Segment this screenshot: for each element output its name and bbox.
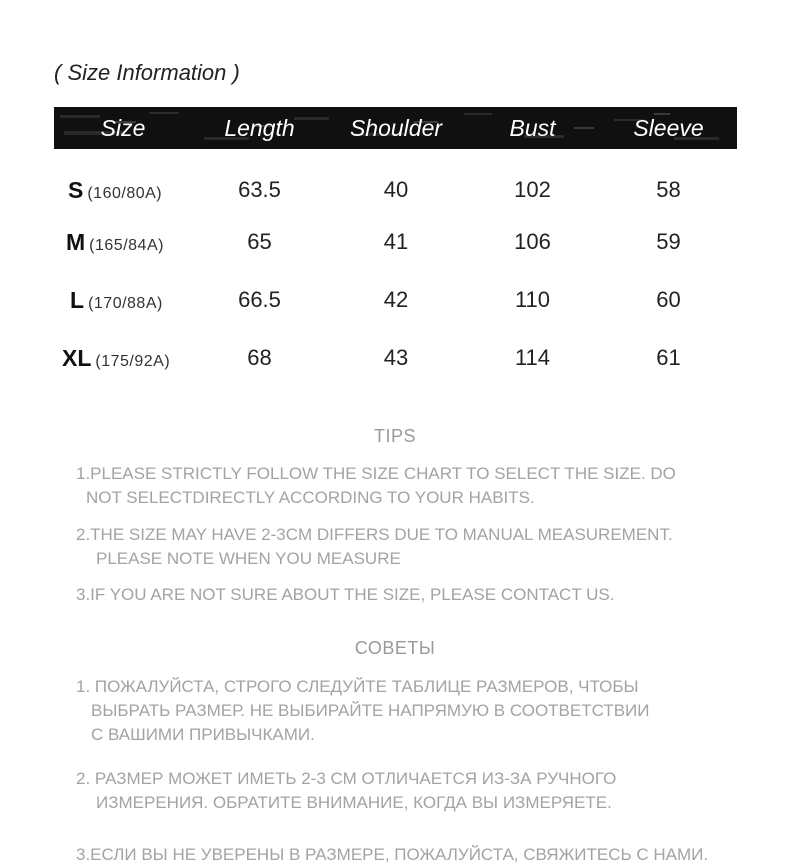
shoulder-value: 43 bbox=[383, 345, 409, 370]
header-sleeve: Sleeve bbox=[633, 115, 704, 141]
tip-en-1-line1: 1.PLEASE STRICTLY FOLLOW THE SIZE CHART TO SELECT THE SIZE. DO bbox=[76, 464, 676, 483]
sleeve-value: 60 bbox=[656, 287, 681, 312]
size-info-title: ( Size Information ) bbox=[54, 60, 240, 85]
bust-value: 110 bbox=[514, 287, 551, 312]
tip-en-2-line2: PLEASE NOTE WHEN YOU MEASURE bbox=[96, 549, 401, 568]
size-cell bbox=[70, 283, 210, 317]
size-code: (165/84A) bbox=[89, 237, 164, 254]
header-bust: Bust bbox=[509, 115, 556, 141]
tip-ru-2-line2: ИЗМЕРЕНИЯ. ОБРАТИТЕ ВНИМАНИЕ, КОГДА ВЫ ИЗМЕРЯЕТЕ. bbox=[96, 793, 612, 812]
tip-ru-1-line3: С ВАШИМИ ПРИВЫЧКАМИ. bbox=[91, 725, 315, 744]
length-value: 66.5 bbox=[238, 287, 281, 312]
size-cell bbox=[68, 173, 208, 207]
table-row bbox=[54, 225, 737, 259]
tip-ru-3-line1: 3.ЕСЛИ ВЫ НЕ УВЕРЕНЫ В РАЗМЕРЕ, ПОЖАЛУЙСТА, СВЯЖИТЕСЬ С НАМИ. bbox=[76, 845, 709, 864]
bust-value: 102 bbox=[514, 177, 551, 202]
size-code: (170/88A) bbox=[88, 295, 163, 312]
length-value: 65 bbox=[247, 229, 272, 254]
length-value: 63.5 bbox=[238, 177, 281, 202]
bust-value: 114 bbox=[514, 345, 551, 370]
bust-value: 106 bbox=[514, 229, 551, 254]
tips-ru-heading: СОВЕТЫ bbox=[354, 638, 436, 658]
header-size: Size bbox=[100, 115, 146, 141]
tip-en-1-line2: NOT SELECTDIRECTLY ACCORDING TO YOUR HABITS. bbox=[86, 488, 535, 507]
length-value: 68 bbox=[247, 345, 272, 370]
size-cell bbox=[66, 225, 206, 259]
shoulder-value: 41 bbox=[383, 229, 409, 254]
size-label: S bbox=[68, 177, 84, 203]
tip-ru-1-line2: ВЫБРАТЬ РАЗМЕР. НЕ ВЫБИРАЙТЕ НАПРЯМУЮ В СООТВЕТСТВИИ bbox=[91, 701, 650, 720]
table-row bbox=[54, 341, 737, 375]
size-label: L bbox=[70, 287, 85, 313]
size-code: (175/92A) bbox=[95, 353, 171, 370]
shoulder-value: 42 bbox=[383, 287, 409, 312]
header-length: Length bbox=[224, 115, 295, 141]
tips-heading: TIPS bbox=[373, 426, 416, 446]
sleeve-value: 61 bbox=[656, 345, 681, 370]
size-label: XL bbox=[62, 345, 92, 371]
table-row bbox=[54, 283, 737, 317]
table-header bbox=[54, 107, 737, 149]
sleeve-value: 59 bbox=[656, 229, 681, 254]
size-cell bbox=[62, 341, 212, 375]
header-shoulder: Shoulder bbox=[349, 115, 443, 141]
shoulder-value: 40 bbox=[383, 177, 409, 202]
tip-en-2-line1: 2.THE SIZE MAY HAVE 2-3CM DIFFERS DUE TO MANUAL MEASUREMENT. bbox=[76, 525, 673, 544]
table-row bbox=[54, 173, 737, 207]
tip-ru-2-line1: 2. РАЗМЕР МОЖЕТ ИМЕТЬ 2-3 СМ ОТЛИЧАЕТСЯ ИЗ-ЗА РУЧНОГО bbox=[76, 769, 617, 788]
size-label: M bbox=[66, 229, 86, 255]
size-code: (160/80A) bbox=[87, 185, 163, 202]
tip-en-3-line1: 3.IF YOU ARE NOT SURE ABOUT THE SIZE, PLEASE CONTACT US. bbox=[76, 585, 615, 604]
tip-ru-1-line1: 1. ПОЖАЛУЙСТА, СТРОГО СЛЕДУЙТЕ ТАБЛИЦЕ РАЗМЕРОВ, ЧТОБЫ bbox=[76, 677, 639, 696]
sleeve-value: 58 bbox=[656, 177, 681, 202]
